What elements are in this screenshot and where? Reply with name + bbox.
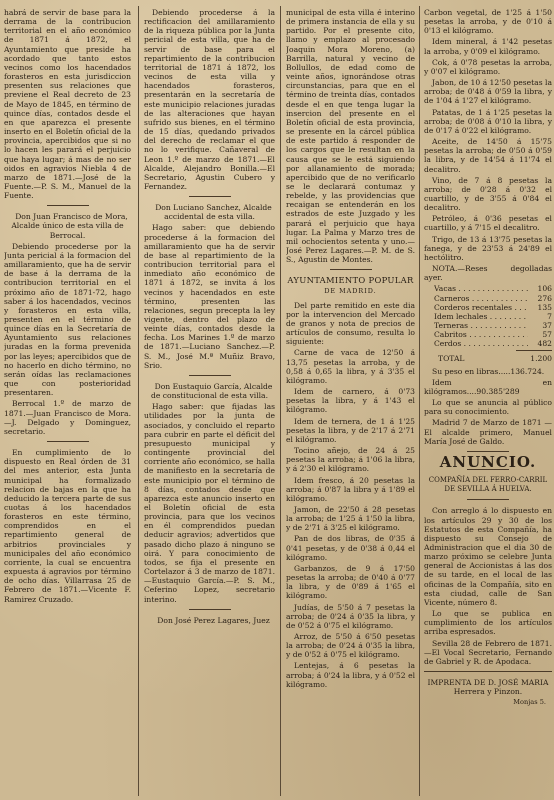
slaughter-value: 135 <box>537 302 552 312</box>
price-item: Cok, á 0'78 pesetas la arroba, y 0'07 el kilógramo. <box>424 57 552 76</box>
notice-signature: Berrocal 1.º de marzo de 1871.—Juan Francisco de Mora.—J. Delgado y Dominguez, secretario. <box>4 399 131 436</box>
column-3 <box>286 8 415 794</box>
slaughter-row <box>424 339 552 348</box>
total-label: TOTAL <box>438 354 465 364</box>
slaughter-value: 57 <box>542 330 552 340</box>
separator <box>189 196 231 197</box>
slaughter-row <box>424 312 552 321</box>
separator <box>189 609 231 610</box>
section-heading: AYUNTAMIENTO POPULAR <box>287 275 414 286</box>
company-name: COMPAÑÍA DEL FERRO-CARRIL DE SEVILLA Á HUELVA. <box>428 476 548 494</box>
slaughter-label: Idem lechales . . . <box>434 312 528 321</box>
separator <box>189 375 231 376</box>
sum-rule <box>516 350 552 351</box>
slaughter-value: 276 <box>537 293 552 303</box>
notice-heading: Don José Perez Lagares, Juez <box>157 615 270 625</box>
notice-text: En cumplimiento de lo dispuesto en Real órden de 31 del mes anterior, esta Junta municipal ha formalizado relacion de bajas en la que ha deducido la tercera parte de sus cuotas á los hacendados forasteros en este término, comprendidos en el repartimiento general de arbitrios provinciales y municipales del año económico corriente, la cual se encuentra expuesta á agravios por término de ocho días. Villarrasa 25 de Febrero de 1871.—Vicente F. Ramirez Cruzado. <box>4 448 131 604</box>
slaughter-row <box>424 294 552 303</box>
slaughter-row <box>424 303 552 312</box>
price-intro: Del parte remitido en este dia por la intervencion del Mercado de granos y nota de precios de artículos de consumo, resulta lo siguiente: <box>286 300 415 347</box>
notice-signature: Madrid 7 de Marzo de 1871 — El alcalde primero, Manuel María José de Galdo. <box>424 418 552 446</box>
printer-imprint: IMPRENTA DE D. JOSÉ MARIA Herrera y Pinzon. <box>427 678 549 697</box>
price-item: Carbon vegetal, de 1'25 á 1'50 pesetas la arroba, y de 0'10 á 0'13 el kilógramo. <box>424 8 552 36</box>
slaughter-label: Cerdos . . . <box>434 339 528 348</box>
notice-heading: Don Luciano Sanchez, Alcalde accidental de esta villa. <box>155 203 272 222</box>
price-item: Idem mineral, á 1'42 pesetas la arroba, y 0'09 el kilógramo. <box>424 37 552 56</box>
price-item: Petróleo, á 0'36 pesetas el cuartillo, y á 7'15 el decalitro. <box>424 214 552 233</box>
notice-text: Debiendo procederse á la rectificacion del amillaramiento de la riqueza pública por la Junta pericial de esta villa, que ha de servir de base para el repartimiento de la contribucion territorial de 1871 á 1872, los vecinos de esta villa y hacendados forasteros, presentarán en la secretaría de este municipio relaciones juradas de las alteraciones que hayan sufrido sus bienes, en el término de 15 días, quedando privados del derecho de reclamar el que no lo verifique. Cañaveral de Leon 1.º de marzo de 1871.—El Alcalde, Alejandro Bonilla.—El Secretario, Agustin Cubero y Fernandez. <box>144 8 275 191</box>
price-item: Jamon, de 22'50 á 28 pesetas la arroba; de 1'25 á 1'50 la libra, y de 2'71 á 3'25 el kilógramo. <box>286 504 415 533</box>
slaughter-value: 482 <box>537 339 552 349</box>
price-item: Aceite, de 14'50 á 15'75 pesetas la arroba; de 0'50 á 0'59 la libra, y de 14'54 á 11'74 el decalitro. <box>424 137 552 174</box>
anuncio-heading: ANUNCIO. <box>439 452 537 471</box>
column-divider <box>138 6 139 796</box>
notice-text: Con arreglo á lo dispuesto en los artículos 29 y 30 de los Estatutos de esta Compañía, ha dispuesto su Consejo de Administracion que el dia 30 de marzo próximo se celebre Junta general de Accionistas á las dos de su tarde, en el local de las oficinas de la Compañía, sito en esta ciudad, calle de San Vicente, número 8. <box>424 506 552 607</box>
slaughter-value: 7 <box>547 311 552 321</box>
slaughter-label: Cabritos . . . <box>434 330 528 339</box>
notice-text: Lo que se publica en cumplimiento de los artículos arriba espresados. <box>424 609 552 637</box>
column-1 <box>4 8 131 794</box>
slaughter-label: Terneras . . . <box>434 321 528 330</box>
notice-signature: Sevilla 28 de Febrero de 1871.—El Vocal Secretario, Fernando de Gabriel y R. de Apodaca. <box>424 638 552 666</box>
notice-text: Lo que se anuncia al público para su conocimiento. <box>424 398 552 417</box>
price-item: Idem fresco, á 20 pesetas la arroba; á 0'87 la libra y á 1'89 el kilógramo. <box>286 475 415 503</box>
notice-text: Hago saber: que fijadas las utilidades por la junta de asociados, y concluido el reparto para cubrir en parte el déficit del presupuesto municipal y contingente provincial del corriente año económico, se halla de manifiesto en la secretaría de este municipio por el término de 8 días, contados desde que aparezca este anuncio inserto en el Boletín oficial de esta provincia, para que los vecinos en él comprendidos puedan deducir agravios; advertidos que pasado dicho plazo á ninguno se oirá. Y para conocimiento de todos, se fija el presente en Cortelazor á 3 de marzo de 1871.—Eustaquio García.—P. S. M., Ceferino Lopez, secretario interino. <box>144 402 275 604</box>
price-item: Judías, de 5'50 á 7 pesetas la arroba; de 0'24 á 0'35 la libra, y de 0'52 á 0'75 el kilógramo. <box>286 602 415 630</box>
price-item: Garbanzos, de 9 á 17'50 pesetas la arroba; de 0'40 á 0'77 la libra, y de 0'89 á 1'65 el kilógramo. <box>286 563 415 601</box>
weight-kilos: Idem en kilógramos....90.385'289 <box>424 377 552 396</box>
slaughter-list <box>424 284 552 348</box>
price-item: Tocino añejo, de 24 á 25 pesetas la arroba; á 1'06 la libra, y á 2'30 el kilógramo. <box>286 446 415 474</box>
slaughter-label: Vacas . . . <box>434 284 528 293</box>
printer-street: Monjas 5. <box>513 698 546 707</box>
column-2 <box>144 8 275 794</box>
price-item: Patatas, de 1 á 1'25 pesetas la arroba; de 0'08 á 0'10 la libra, y de 0'17 á 0'22 el kilógramo. <box>424 107 552 135</box>
price-item: Pan de dos libras, de 0'35 á 0'41 pesetas, y de 0'38 á 0,44 el kilógramo. <box>286 534 415 562</box>
slaughter-row <box>424 321 552 330</box>
separator <box>424 671 552 672</box>
notice-heading: Don Eustaquio García, Alcalde de constitucional de esta villa. <box>151 381 273 401</box>
price-item: Idem de ternera, de 1 á 1'25 pesetas la libra, y de 2'17 á 2'71 el kilógramo. <box>286 416 415 444</box>
notice-text: Hago saber: que debiendo procederse á la formacion del amillaramiento que ha de servir de base al repartimiento de la contribucion territorial para el inmediato año económico de 1871 á 1872, se invita á los vecinos y hacendados en este término, presenten las relaciones, segun precepta la ley vigente, dentro del plazo de veinte días, contados desde la fecha. Los Marines 1.º de marzo de 1871.—Luciano Sanchez.—P. S. M., José M.ª Muñiz Bravo, Srio. <box>144 223 275 370</box>
price-item: Vino, de 7 á 8 pesetas la arroba; de 0'28 á 0'32 el cuartillo, y de 3'55 á 0'84 el decalitro. <box>424 175 552 213</box>
total-value: 1.200 <box>530 354 552 364</box>
slaughter-value: 106 <box>537 284 552 294</box>
slaughter-note: NOTA.—Reses degolladas ayer. <box>424 264 552 283</box>
notice-text: habrá de servir de base para la derrama de la contribucion territorial en el año económico de 1871 á 1872, el Ayuntamiento que preside ha acordado que tanto estos vecinos como los hacendados forasteros en esta jurisdiccion presenten sus relaciones que previene el Real decreto de 23 de Mayo de 1845, en término de quince días, contados desde el en que aparezca el presente inserto en el Boletín oficial de la provincia, apercibidos que si no lo hacen les parará el perjuicio que haya lugar; á mas de no ser oidos en agravios Niebla 4 de marzo de 1871.—José de la Fuente.—P. S. M., Manuel de la Fuente. <box>4 8 131 201</box>
price-item: Carne de vaca de 12'50 á 13,75 pesetas la arroba, y de 0,58 á 0,65 la libra, y á 3'35 el kilógramo. <box>286 348 415 385</box>
separator <box>330 269 372 270</box>
column-divider <box>280 6 281 796</box>
price-item: Jabon, de 10 á 12'50 pesetas la arroba; de 0'48 á 0'59 la libra, y de 1'04 á 1'27 el kilógramo. <box>424 78 552 106</box>
column-4 <box>424 8 552 794</box>
separator <box>467 499 509 500</box>
column-divider <box>419 6 420 796</box>
weight-libras: Su peso en libras.....136.724. <box>432 366 545 376</box>
notice-text: municipal de esta villa é interino de primera instancia de ella y su partido. Por el presente cito, llamo y emplazo al procesado Joaquin Mora Moreno, (a) Barrilla, natural y vecino de Bollullos, de edad como de veinte años, ignorándose otras circunstancias, para que en el término de treinta días, contados desde el en que tenga lugar la insercion del presente en el Boletín oficial de esta provincia, se presente en la cárcel pública de este partido á responder de los cargos que le resultan en la causa que se le está siguiendo por allanamiento de morada; apercibido que de no verificarlo se le declarará contumaz y rebelde, y las providencias que recaigan se entenderán en los estrados de este Juzgado y les parará el perjuicio que haya lugar. La Palma y Marzo tres de mil ochocientos setenta y uno.—José Perez Lagares.—P. M. de S. S., Agustin de Montes. <box>286 8 415 265</box>
slaughter-row <box>424 330 552 339</box>
price-item: Lentejas, á 6 pesetas la arroba; á 0'24 la libra, y á 0'52 el kilógramo. <box>286 661 415 689</box>
slaughter-row <box>424 284 552 293</box>
price-item: Trigo, de 13 á 13'75 pesetas la fanega, y de 23'53 á 24'89 el hectólitro. <box>424 234 552 262</box>
separator <box>47 441 89 442</box>
slaughter-label: Carneros . . . <box>434 294 528 303</box>
notice-heading: Don Juan Francisco de Mora, Alcalde único de esta villa de Berrocal. <box>11 212 128 240</box>
separator <box>47 205 89 206</box>
slaughter-label: Corderos recentales . . . <box>434 303 528 312</box>
slaughter-total <box>424 354 552 363</box>
notice-text: Debiendo procederse por la Junta pericial á la formacion del amillaramiento, que ha de servir de base á la derrama de la contribucion territorial en el próximo año de 1871-72, hago saber á los hacendados, vecinos y forasteros en esta villa, presenten en el término de quince días en la Secretaría de Ayuntamiento sus relaciones juradas en la forma prevenida por las leyes; apercibidos que de no hacerlo en dicho término, no serán oídas las reclamaciones que con posterioridad presentaren. <box>4 241 131 398</box>
section-subheading: DE MADRID. <box>324 286 377 295</box>
slaughter-value: 37 <box>542 321 552 330</box>
price-item: Arroz, de 5'50 á 6'50 pesetas la arroba; de 0'24 á 0'35 la libra, y de 0'52 á 0'75 el kilógramo. <box>286 632 415 660</box>
price-item: Idem de carnero, á 0'73 pesetas la libra, y á 1'43 el kilógramo. <box>286 387 415 415</box>
separator <box>467 451 509 452</box>
